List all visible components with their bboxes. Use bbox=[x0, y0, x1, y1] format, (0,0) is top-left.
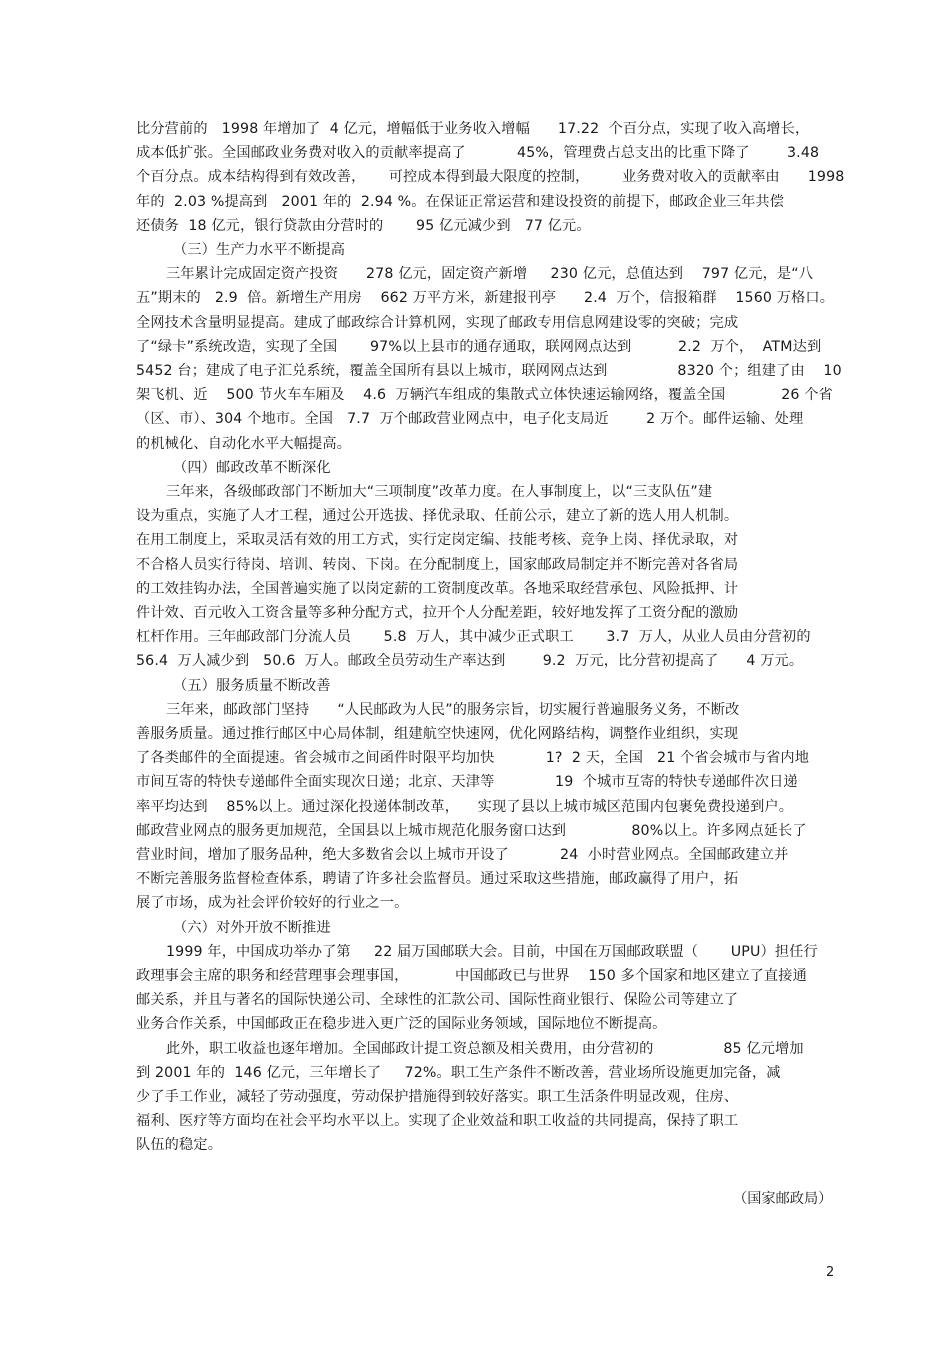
text-line: （三）生产力水平不断提高 bbox=[173, 242, 346, 258]
text-line: 到 2001 年的 146 亿元，三年增长了 72%。职工生产条件不断改善，营业场所设施更加完备，减 bbox=[136, 1064, 781, 1081]
text-line: 市间互寄的特快专递邮件全面实现次日递；北京、天津等 19 个城市互寄的特快专递邮件次日递 bbox=[136, 774, 798, 791]
text-line: 此外，职工收益也逐年增加。全国邮政计提工资总额及相关费用，由分营初的 85 亿元增加 bbox=[166, 1040, 804, 1057]
text-line: （五）服务质量不断改善 bbox=[173, 677, 331, 694]
text-line: 件计效、百元收入工资含量等多种分配方式，拉开个人分配差距，较好地发挥了工资分配的激励 bbox=[136, 605, 739, 621]
text-line: 在用工制度上，采取灵活有效的用工方式，实行定岗定编、技能考核、竞争上岗、择优录取，对 bbox=[136, 532, 739, 549]
text-line: 福利、医疗等方面均在社会平均水平以上。实现了企业效益和职工收益的共同提高，保持了职工 bbox=[136, 1113, 739, 1130]
text-line: 年的 2.03 %提高到 2001 年的 2.94 %。在保证正常运营和建设投资的前提下，邮政企业三年共偿 bbox=[136, 193, 785, 210]
text-line: 政理事会主席的职务和经营理事会理事国， 中国邮政已与世界 150 多个国家和地区建立了直接通 bbox=[136, 968, 807, 984]
text-line: 个百分点。成本结构得到有效改善， 可控成本得到最大限度的控制， 业务费对收入的贡献率由 1998 bbox=[136, 169, 845, 186]
text-line: 56.4 万人减少到 50.6 万人。邮政全员劳动生产率达到 9.2 万元，比分营初提高了 4 万元。 bbox=[136, 653, 804, 670]
text-line: 展了市场，成为社会评价较好的行业之一。 bbox=[136, 895, 409, 912]
text-line: 成本低扩张。全国邮政业务费对收入的贡献率提高了 45%，管理费占总支出的比重下降了 3.48 bbox=[136, 145, 820, 162]
text-line: 队伍的稳定。 bbox=[136, 1137, 223, 1154]
text-line: 的工效挂钩办法，全国普遍实施了以岗定薪的工资制度改革。各地采取经营承包、风险抵押、计 bbox=[136, 580, 739, 597]
text-line: 杠杆作用。三年邮政部门分流人员 5.8 万人，其中减少正式职工 3.7 万人，从业人员由分营初的 bbox=[136, 629, 811, 646]
page-number: 2 bbox=[826, 1265, 835, 1280]
source-attribution: （国家邮政局） bbox=[733, 1191, 833, 1207]
text-line: 不合格人员实行待岗、培训、转岗、下岗。在分配制度上，国家邮政局制定并不断完善对各省局 bbox=[136, 556, 739, 573]
text-line: 五”期末的 2.9 倍。新增生产用房 662 万平方米，新建报刊亭 2.4 万个，信报箱群 1560 万格口。 bbox=[136, 290, 835, 307]
text-line: 邮关系，并且与著名的国际快递公司、全球性的汇款公司、国际性商业银行、保险公司等建立了 bbox=[136, 992, 739, 1009]
text-line: 全网技术含量明显提高。建成了邮政综合计算机网，实现了邮政专用信息网建设零的突破；完成 bbox=[136, 314, 739, 331]
text-line: 设为重点，实施了人才工程，通过公开选拔、择优录取、任前公示，建立了新的选人用人机制。 bbox=[136, 508, 739, 525]
text-line: 不断完善服务监督检查体系，聘请了许多社会监督员。通过采取这些措施，邮政赢得了用户，拓 bbox=[136, 871, 739, 888]
text-line: 少了手工作业，减轻了劳动强度，劳动保护措施得到较好落实。职工生活条件明显改观，住房、 bbox=[136, 1089, 739, 1105]
text-line: 三年来，邮政部门坚持 “人民邮政为人民”的服务宗旨，切实履行普遍服务义务，不断改 bbox=[166, 701, 740, 718]
text-line: 的机械化、自动化水平大幅提高。 bbox=[136, 435, 352, 452]
text-line: 还债务 18 亿元，银行贷款由分营时的 95 亿元减少到 77 亿元。 bbox=[136, 217, 591, 234]
text-line: 营业时间，增加了服务品种，绝大多数省会以上城市开设了 24 小时营业网点。全国邮政建立并 bbox=[136, 847, 789, 863]
text-line: （区、市）、304 个地市。全国 7.7 万个邮政营业网点中，电子化支局近 2 万个。邮件运输、处理 bbox=[136, 411, 804, 428]
text-line: 业务合作关系，中国邮政正在稳步进入更广泛的国际业务领域，国际地位不断提高。 bbox=[136, 1016, 667, 1033]
text-line: 率平均达到 85%以上。通过深化投递体制改革， 实现了县以上城市城区范围内包裹免费投递到户。 bbox=[136, 798, 794, 815]
text-line: 1999 年，中国成功举办了第 22 届万国邮联大会。目前，中国在万国邮政联盟（ UPU）担任行 bbox=[166, 943, 818, 960]
text-line: 比分营前的 1998 年增加了 4 亿元，增幅低于业务收入增幅 17.22 个百分点，实现了收入高增长， bbox=[136, 121, 810, 137]
text-line: 善服务质量。通过推行邮区中心局体制，组建航空快速网，优化网路结构，调整作业组织，实现 bbox=[136, 726, 739, 742]
text-line: 了各类邮件的全面提速。省会城市之间函件时限平均加快 1? 2 天，全国 21 个省会城市与省内地 bbox=[136, 750, 810, 767]
text-line: 5452 台；建成了电子汇兑系统，覆盖全国所有县以上城市，联网网点达到 8320 个；组建了由 10 bbox=[136, 363, 842, 379]
text-line: 了“绿卡”系统改造，实现了全国 97%以上县市的通存通取，联网网点达到 2.2 万个， ATM达到 bbox=[136, 338, 822, 355]
text-line: 三年来，各级邮政部门不断加大“三项制度”改革力度。在人事制度上，以“三支队伍”建 bbox=[166, 484, 713, 500]
text-line: （四）邮政改革不断深化 bbox=[173, 459, 331, 476]
text-line: 三年累计完成固定资产投资 278 亿元，固定资产新增 230 亿元，总值达到 797 亿元，是“八 bbox=[166, 266, 814, 283]
text-line: （六）对外开放不断推进 bbox=[173, 919, 331, 936]
text-line: 架飞机、近 500 节火车车厢及 4.6 万辆汽车组成的集散式立体快速运输网络，覆盖全国 26 个省 bbox=[136, 387, 833, 404]
text-line: 邮政营业网点的服务更加规范，全国县以上城市规范化服务窗口达到 80%以上。许多网点延长了 bbox=[136, 822, 807, 839]
